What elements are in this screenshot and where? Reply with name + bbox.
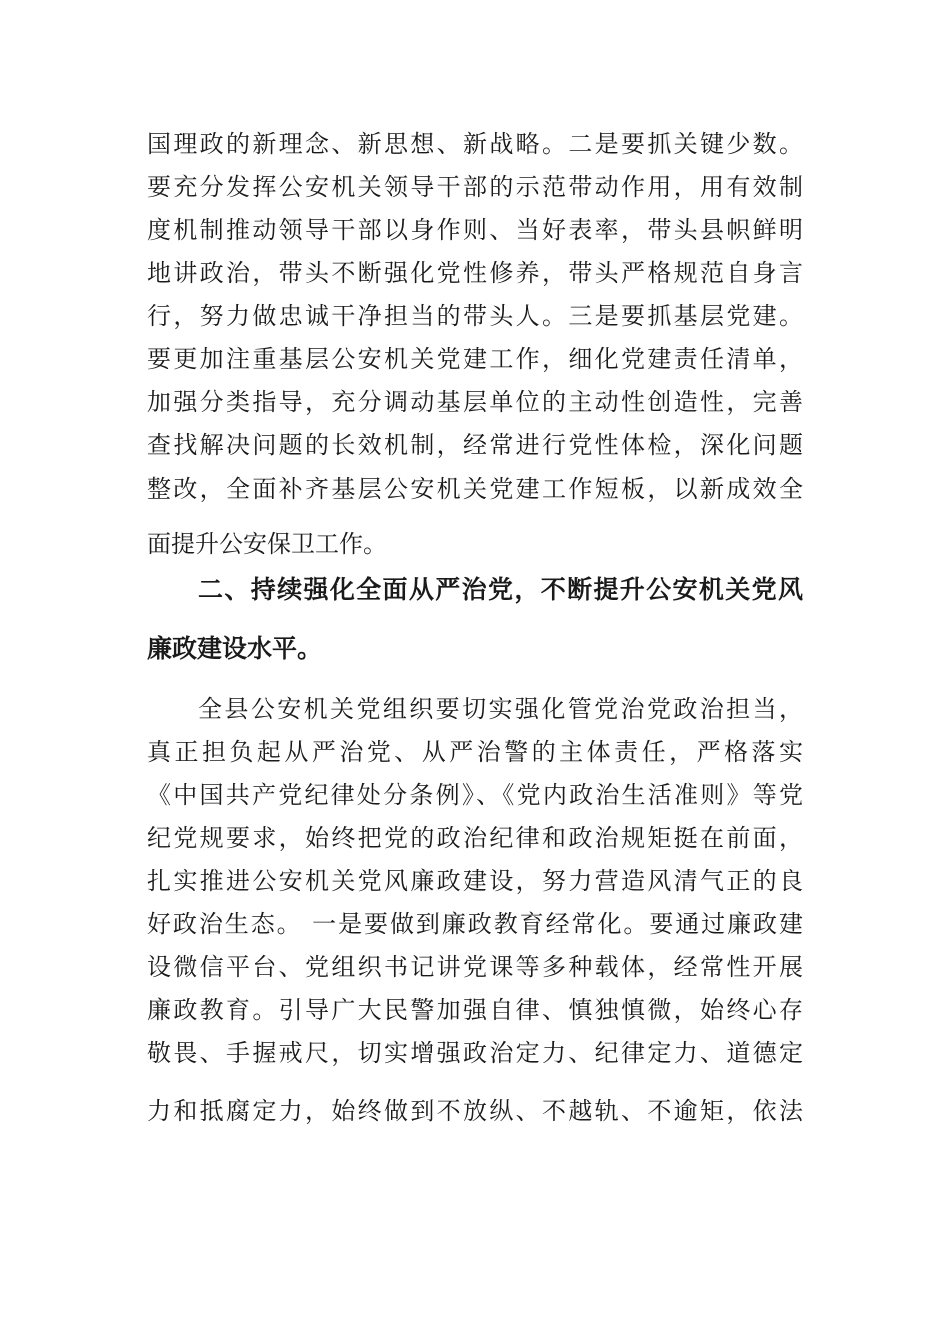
paragraph-line: 力和抵腐定力，始终做到不放纵、不越轨、不逾矩，依法 xyxy=(147,1097,803,1125)
paragraph-line: 加强分类指导，充分调动基层单位的主动性创造性，完善 xyxy=(147,388,803,416)
paragraph-line: 要更加注重基层公安机关党建工作，细化党建责任清单， xyxy=(147,345,803,373)
paragraph-line: 查找解决问题的长效机制，经常进行党性体检，深化问题 xyxy=(147,431,803,459)
section-heading: 廉政建设水平。 xyxy=(147,634,323,663)
paragraph-line: 面提升公安保卫工作。 xyxy=(147,530,387,558)
paragraph-line: 整改，全面补齐基层公安机关党建工作短板，以新成效全 xyxy=(147,475,803,503)
paragraph-line: 廉政教育。引导广大民警加强自律、慎独慎微，始终心存 xyxy=(147,996,803,1024)
paragraph-line: 好政治生态。 一是要做到廉政教育经常化。要通过廉政建 xyxy=(147,910,803,938)
paragraph-line: 全县公安机关党组织要切实强化管党治党政治担当， xyxy=(198,695,803,723)
paragraph-line: 要充分发挥公安机关领导干部的示范带动作用，用有效制 xyxy=(147,173,803,201)
paragraph-line: 行，努力做忠诚干净担当的带头人。三是要抓基层党建。 xyxy=(147,302,803,330)
paragraph-line: 度机制推动领导干部以身作则、当好表率，带头县帜鲜明 xyxy=(147,216,803,244)
paragraph-line: 设微信平台、党组织书记讲党课等多种载体，经常性开展 xyxy=(147,953,803,981)
paragraph-line: 敬畏、手握戒尺，切实增强政治定力、纪律定力、道德定 xyxy=(147,1039,803,1067)
paragraph-line: 纪党规要求，始终把党的政治纪律和政治规矩挺在前面， xyxy=(147,824,803,852)
paragraph-line: 真正担负起从严治党、从严治警的主体责任，严格落实 xyxy=(147,738,803,766)
section-heading: 二、持续强化全面从严治党，不断提升公安机关党风 xyxy=(198,575,803,604)
paragraph-line: 扎实推进公安机关党风廉政建设，努力营造风清气正的良 xyxy=(147,867,803,895)
paragraph-line: 地讲政治，带头不断强化党性修养，带头严格规范自身言 xyxy=(147,259,803,287)
paragraph-line: 《中国共产党纪律处分条例》、《党内政治生活准则》等党 xyxy=(147,781,803,809)
paragraph-line: 国理政的新理念、新思想、新战略。二是要抓关键少数。 xyxy=(147,130,803,158)
